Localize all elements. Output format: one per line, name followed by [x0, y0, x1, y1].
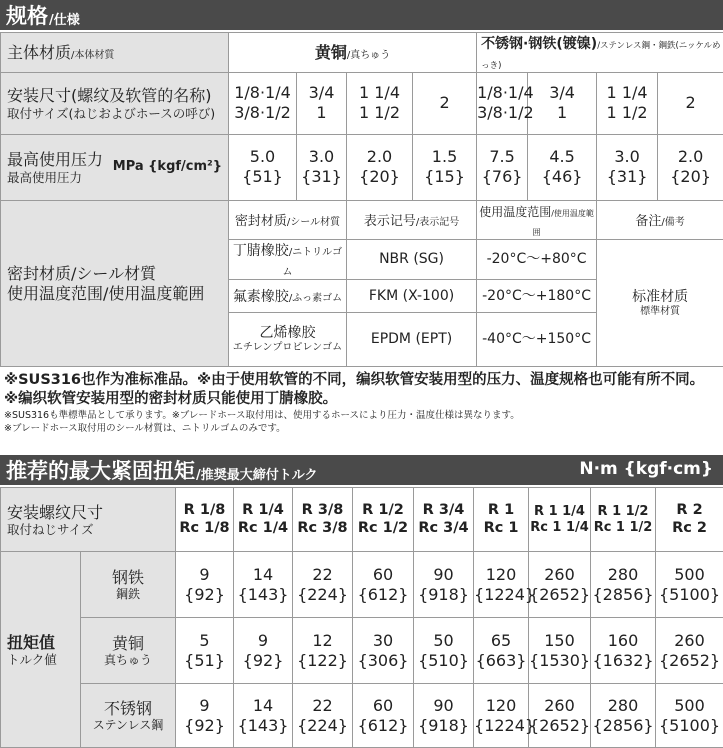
note-line-jp: ※ブレードホース取付用のシール材質は、ニトリルゴムのみです。 [4, 423, 286, 435]
brass-header: 黄铜/真ちゅう [229, 33, 477, 73]
torque-cell: 9 {92} [234, 618, 293, 684]
torque-value-header: 扭矩值 トルク値 [1, 552, 81, 748]
seal-code-cell: FKM (X-100) [347, 280, 477, 313]
torque-cell: 9 {92} [176, 684, 234, 748]
spec-title: 规格 [6, 4, 48, 28]
steel-header: 不锈钢·钢铁(镀镍)/ステンレス鋼・鋼鉄(ニッケルめっき) [477, 33, 723, 73]
spec-title-bar [0, 0, 723, 30]
seal-temp-cell: -20°C～+80°C [477, 240, 597, 280]
pressure-header: 最高使用压力 最高使用圧力 MPa {kgf/cm²} [1, 134, 229, 200]
torque-cell: 90 {918} [414, 684, 474, 748]
remarks-col-header: 备注/備考 [597, 200, 723, 239]
seal-code-cell: NBR (SG) [347, 240, 477, 280]
thread-size-cell: R 3/8 Rc 3/8 [293, 488, 353, 552]
note-line-jp: ※SUS316も準標準品として承ります。※ブレードホース取付用は、使用するホースにより圧力・温度仕様は異なります。 [4, 410, 520, 422]
thread-size-cell: R 1 1/4 Rc 1 1/4 [529, 488, 591, 552]
seal-material-col-header: 密封材质/シール材質 [229, 200, 347, 239]
torque-title: 推荐的最大紧固扭矩 [6, 459, 195, 484]
torque-cell: 60 {612} [353, 684, 414, 748]
torque-cell: 280 {2856} [591, 552, 656, 618]
torque-cell: 260 {2652} [529, 552, 591, 618]
remarks-cell: 标准材质 標準材質 [597, 240, 723, 367]
thread-size-cell: R 1/8 Rc 1/8 [176, 488, 234, 552]
torque-cell: 30 {306} [353, 618, 414, 684]
seal-code-cell: EPDM (EPT) [347, 313, 477, 367]
torque-cell: 9 {92} [176, 552, 234, 618]
note-line: ※编织软管安装用型的密封材质只能使用丁腈橡胶。 [4, 391, 338, 408]
torque-cell: 22 {224} [293, 684, 353, 748]
torque-cell: 12 {122} [293, 618, 353, 684]
torque-cell: 120 {1224} [474, 552, 529, 618]
thread-size-cell: R 3/4 Rc 3/4 [414, 488, 474, 552]
seal-temp-cell: -20°C～+180°C [477, 280, 597, 313]
pressure-cell: 2.0 {20} [347, 134, 413, 200]
torque-title-sub: /推奨最大締付トルク [196, 467, 318, 483]
torque-unit: N·m {kgf·cm} [579, 459, 713, 480]
seal-temp-cell: -40°C～+150°C [477, 313, 597, 367]
torque-cell: 22 {224} [293, 552, 353, 618]
seal-temp-header: 密封材质/シール材質 使用温度范围/使用温度範囲 [1, 200, 229, 366]
torque-cell: 500 {5100} [656, 684, 723, 748]
size-header: 安装尺寸(螺纹及软管的名称) 取付サイズ(ねじおよびホースの呼び) [1, 72, 229, 134]
size-cell: 1/8·1/4 3/8·1/2 [229, 72, 297, 134]
thread-size-cell: R 2 Rc 2 [656, 488, 723, 552]
torque-material-label: 钢铁 鋼鉄 [81, 552, 176, 618]
seal-code-col-header: 表示记号/表示記号 [347, 200, 477, 239]
torque-cell: 60 {612} [353, 552, 414, 618]
size-cell: 3/4 1 [297, 72, 347, 134]
torque-cell: 260 {2652} [529, 684, 591, 748]
torque-cell: 14 {143} [234, 552, 293, 618]
thread-size-cell: R 1 Rc 1 [474, 488, 529, 552]
pressure-unit: MPa {kgf/cm²} [112, 158, 222, 174]
pressure-cell: 5.0 {51} [229, 134, 297, 200]
pressure-cell: 1.5 {15} [413, 134, 477, 200]
torque-cell: 50 {510} [414, 618, 474, 684]
note-line: ※SUS316也作为准标准品。※由于使用软管的不同，编织软管安装用型的压力、温度规格也可能有所不同。 [4, 372, 705, 389]
torque-cell: 500 {5100} [656, 552, 723, 618]
torque-material-label: 黄铜 真ちゅう [81, 618, 176, 684]
size-cell: 2 [413, 72, 477, 134]
torque-cell: 260 {2652} [656, 618, 723, 684]
seal-temp-col-header: 使用温度范围/使用温度範囲 [477, 200, 597, 239]
body-material-header: 主体材质/本体材質 [1, 33, 229, 73]
pressure-cell: 3.0 {31} [297, 134, 347, 200]
spec-table [0, 32, 723, 367]
torque-material-label: 不锈钢 ステンレス鋼 [81, 684, 176, 748]
torque-cell: 160 {1632} [591, 618, 656, 684]
torque-cell: 14 {143} [234, 684, 293, 748]
torque-title-bar [0, 455, 723, 485]
size-cell: 1/8·1/4 3/8·1/2 [477, 72, 528, 134]
torque-table [0, 487, 723, 748]
torque-cell: 120 {1224} [474, 684, 529, 748]
torque-cell: 150 {1530} [529, 618, 591, 684]
torque-cell: 65 {663} [474, 618, 529, 684]
size-cell: 3/4 1 [528, 72, 597, 134]
size-cell: 1 1/4 1 1/2 [597, 72, 658, 134]
spec-title-sub: /仕様 [49, 12, 80, 28]
thread-size-cell: R 1/4 Rc 1/4 [234, 488, 293, 552]
pressure-cell: 2.0 {20} [658, 134, 723, 200]
seal-name-cell: 氟素橡胶/ふっ素ゴム [229, 280, 347, 313]
torque-cell: 280 {2856} [591, 684, 656, 748]
pressure-cell: 4.5 {46} [528, 134, 597, 200]
pressure-cell: 7.5 {76} [477, 134, 528, 200]
spec-notes [0, 367, 723, 435]
size-cell: 2 [658, 72, 723, 134]
size-cell: 1 1/4 1 1/2 [347, 72, 413, 134]
seal-name-cell: 丁腈橡胶/ニトリルゴム [229, 240, 347, 280]
torque-cell: 5 {51} [176, 618, 234, 684]
seal-name-cell: 乙烯橡胶 エチレンプロピレンゴム [229, 313, 347, 367]
thread-size-cell: R 1 1/2 Rc 1 1/2 [591, 488, 656, 552]
thread-size-cell: R 1/2 Rc 1/2 [353, 488, 414, 552]
thread-size-header: 安装螺纹尺寸 取付ねじサイズ [1, 488, 176, 552]
torque-cell: 90 {918} [414, 552, 474, 618]
pressure-cell: 3.0 {31} [597, 134, 658, 200]
